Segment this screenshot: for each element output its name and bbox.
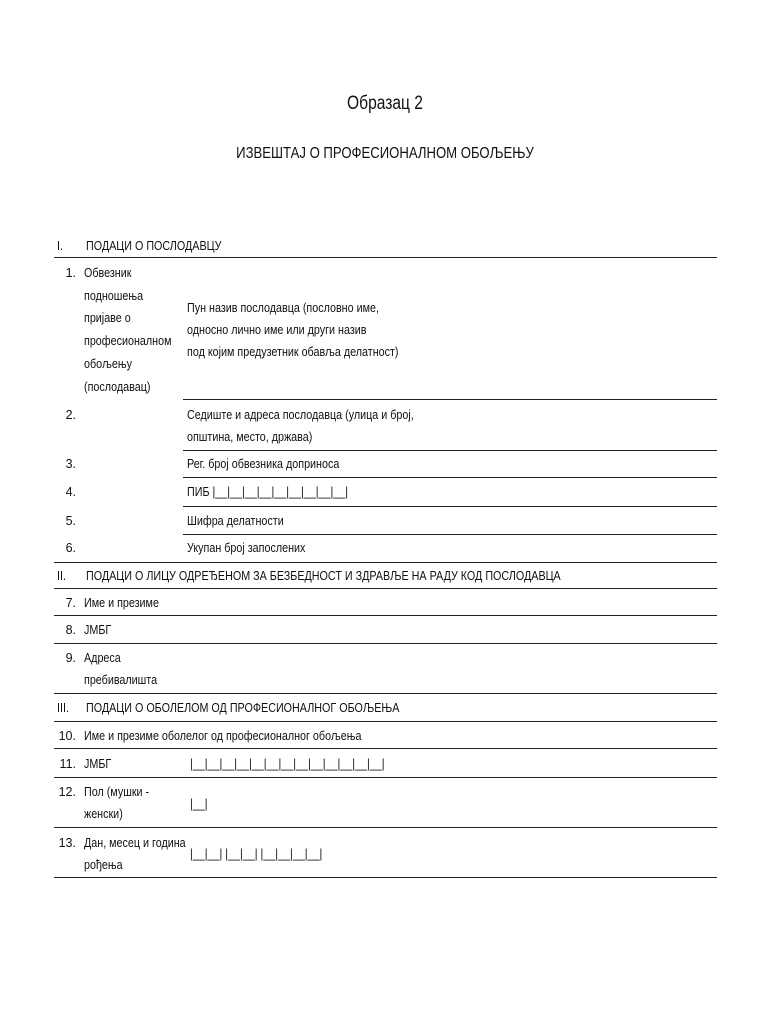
safety-officer-address-label: Адреса пребивалишта <box>84 651 158 687</box>
tax-id-field: ПИБ |__|__|__|__|__|__|__|__|__| <box>187 485 349 499</box>
section-3-heading: ПОДАЦИ О ОБОЛЕЛОМ ОД ПРОФЕСИОНАЛНОГ ОБОЉЕЊА <box>86 701 400 715</box>
item-10-rule <box>54 748 717 749</box>
section-3-rule <box>54 721 717 722</box>
patient-sex-label: Пол (мушки - женски) <box>84 785 150 821</box>
patient-jmbg-boxes: |__|__|__|__|__|__|__|__|__|__|__|__|__| <box>190 757 385 771</box>
item-2-rule <box>183 450 717 451</box>
item-4-rule <box>183 506 717 507</box>
item-1-number: 1. <box>65 266 76 280</box>
item-11-rule <box>54 777 717 778</box>
patient-name-label: Име и презиме оболелог од професионалног обољења <box>84 729 362 743</box>
employer-address-field: Седиште и адреса послодавца (улица и број, општина, место, држава) <box>187 408 414 444</box>
section-2-heading: ПОДАЦИ О ЛИЦУ ОДРЕЂЕНОМ ЗА БЕЗБЕДНОСТ И ЗДРАВЉЕ НА РАДУ КОД ПОСЛОДАВЦА <box>86 569 561 583</box>
section-2-end-rule <box>54 693 717 694</box>
employer-name-field: Пун назив послодавца (пословно име, односно лично име или други назив под којим предузетник обавља делатност) <box>187 301 399 359</box>
item-6-number: 6. <box>65 541 76 555</box>
form-number: Образац 2 <box>347 93 423 114</box>
item-10-number: 10. <box>58 729 76 743</box>
activity-code-field: Шифра делатности <box>187 514 284 528</box>
section-2-roman: II. <box>57 569 66 583</box>
item-5-number: 5. <box>65 514 76 528</box>
item-4-number: 4. <box>65 485 76 499</box>
contributor-reg-number-field: Рег. број обвезника доприноса <box>187 457 340 471</box>
item-8-number: 8. <box>65 623 76 637</box>
patient-sex-box: |__| <box>190 797 208 811</box>
item-5-rule <box>183 534 717 535</box>
patient-jmbg-label: ЈМБГ <box>84 757 112 771</box>
section-1-roman: I. <box>57 239 63 253</box>
item-7-rule <box>54 615 717 616</box>
item-9-number: 9. <box>65 651 76 665</box>
section-1-rule <box>54 257 717 258</box>
item-3-rule <box>183 477 717 478</box>
item-3-number: 3. <box>65 457 76 471</box>
item-11-number: 11. <box>59 757 76 771</box>
section-2-rule <box>54 588 717 589</box>
report-title: ИЗВЕШТАЈ О ПРОФЕСИОНАЛНОМ ОБОЉЕЊУ <box>236 145 534 162</box>
item-12-rule <box>54 827 717 828</box>
safety-officer-jmbg-label: ЈМБГ <box>84 623 112 637</box>
section-1-end-rule <box>54 562 717 563</box>
section-1-heading: ПОДАЦИ О ПОСЛОДАВЦУ <box>86 239 222 253</box>
employee-count-field: Укупан број запослених <box>187 541 306 555</box>
item-8-rule <box>54 643 717 644</box>
safety-officer-name-label: Име и презиме <box>84 596 159 610</box>
section-3-end-rule <box>54 877 717 878</box>
item-13-number: 13. <box>58 836 76 850</box>
item-1-label: Обвезник подношења пријаве о професионалном обољењу (послодавац) <box>84 266 172 394</box>
section-3-roman: III. <box>57 701 69 715</box>
patient-birthdate-label: Дан, месец и година рођења <box>84 836 186 872</box>
item-7-number: 7. <box>65 596 76 610</box>
patient-birthdate-boxes: |__|__| |__|__| |__|__|__|__| <box>190 847 323 861</box>
item-1-rule <box>183 399 717 400</box>
item-12-number: 12. <box>58 785 76 799</box>
item-2-number: 2. <box>65 408 76 422</box>
